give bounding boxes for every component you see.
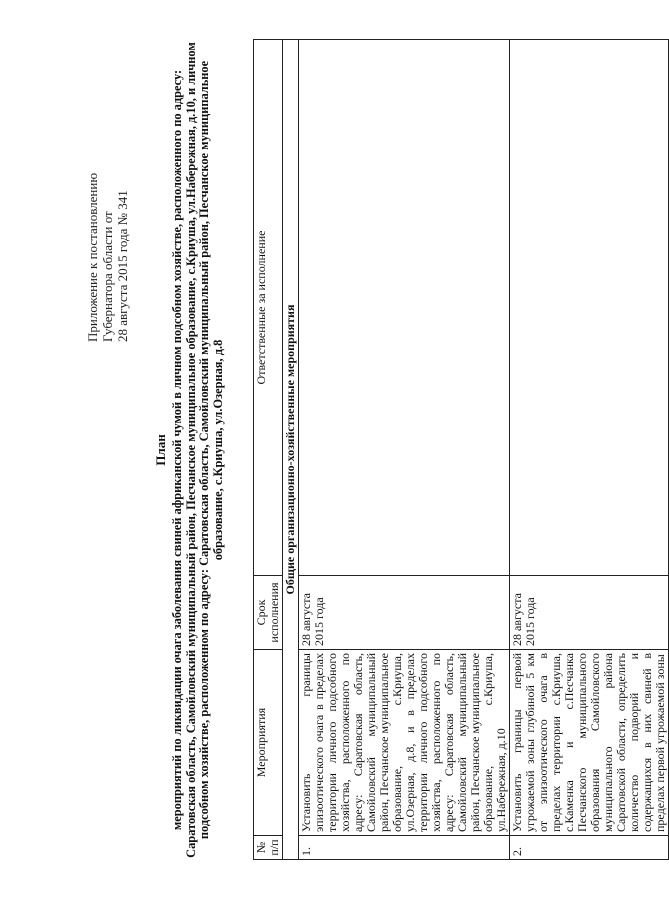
row-responsible	[299, 40, 510, 576]
row-measure: Установить границы эпизоотического очага в пределах территории личного подсобного хозяйства, расположенного по адресу: Саратовская область, Самойловский муниципальный район, Песчанское муниципальное образование, с.Криуша, ул.Озерная, д.8, и в пределах территории личного подсобного хозяйства, расположенного по адресу: Саратовская область, Самойловский муниципальный район, Песчанское муниципальное образование, с.Криуша, ул.Набережная, д.10	[299, 650, 510, 836]
header-num: № п/п	[254, 836, 283, 860]
section-title: Общие организационно-хозяйственные мероприятия	[283, 40, 299, 860]
row-term: 28 августа 2015 года	[299, 576, 510, 650]
row-term: 28 августа 2015 года	[510, 576, 669, 650]
table-row	[299, 40, 510, 860]
rotated-content	[85, 40, 667, 860]
row-num: 2.	[510, 836, 669, 860]
appendix-line-1: Приложение к постановлению	[85, 172, 100, 342]
document-title: План	[153, 434, 168, 466]
section-row	[283, 40, 299, 860]
document-subtitle: мероприятий по ликвидации очага заболевания свиней африканской чумой в личном подсобном хозяйстве, расположенного по адресу: Саратовская область, Самойловский муниципальный район, Песчанское муниципальное образование, с.Криуша, ул.Набережная, д.10, и личном подсобном хозяйстве, расположенном по адресу: Саратовская область, Самойловский муниципальный район, Песчанское муниципальное образование, с.Криуша, ул.Озерная, д.8	[170, 42, 225, 858]
appendix-note	[85, 42, 130, 342]
appendix-line-3: 28 августа 2015 года № 341	[115, 190, 130, 342]
header-term: Срок исполнения	[254, 576, 283, 650]
table-row	[510, 40, 669, 860]
row-responsible	[510, 40, 669, 576]
header-measures: Мероприятия	[254, 650, 283, 836]
row-num: 1.	[299, 836, 510, 860]
appendix-line-2: Губернатора области от	[100, 211, 115, 342]
header-responsible: Ответственные за исполнение	[254, 40, 283, 576]
plan-table	[253, 39, 669, 860]
table-header-row	[254, 40, 283, 860]
row-measure: Установить границы первой угрожаемой зоны глубиной 5 км от эпизоотического очага в пределах территории с.Криуша, с.Каменка и с.Песчанка Песчанского муниципального образования Самойловского муниципального района Саратовской области, определить количество подворий и содержащихся в них свиней в пределах первой угрожаемой зоны	[510, 650, 669, 836]
